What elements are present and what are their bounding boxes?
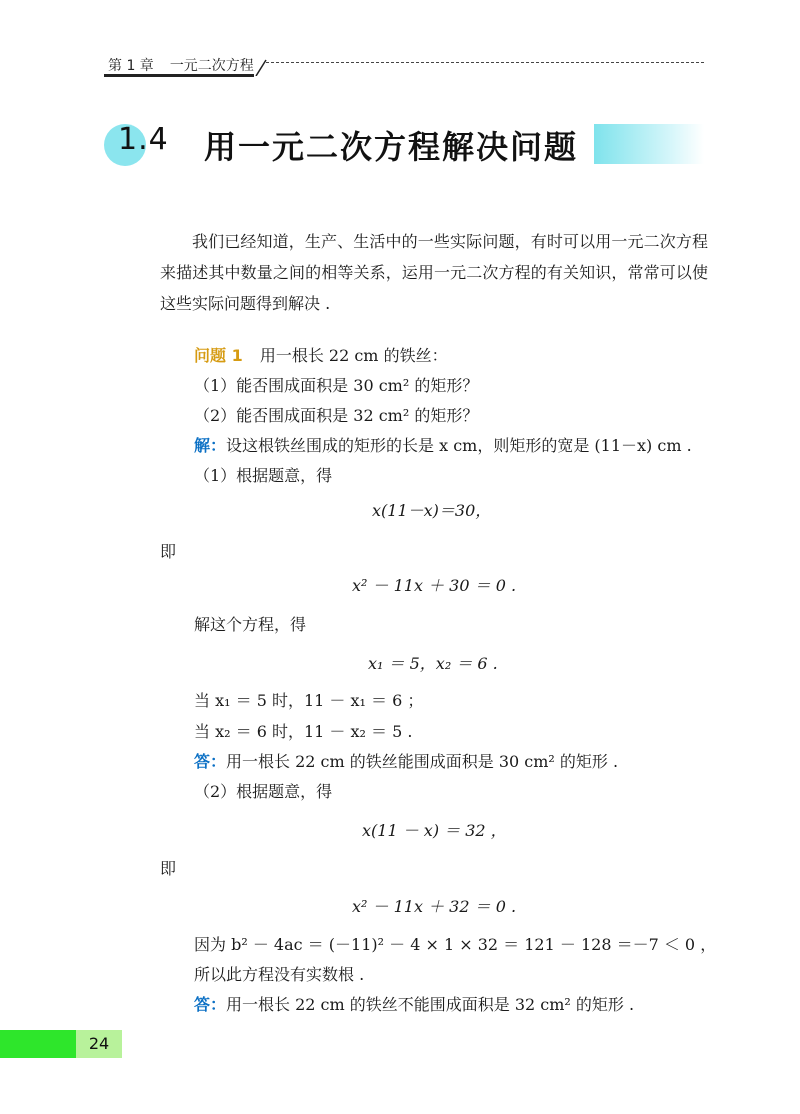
equation-4: x(11 － x) ＝ 32 ， (362, 821, 507, 840)
answer-label-2: 答： (194, 995, 227, 1014)
solve-text: 解这个方程，得 (194, 615, 307, 634)
solution-label: 解： (194, 436, 227, 455)
no-root-line: 所以此方程没有实数根 . (194, 965, 365, 984)
problem-text: 用一根长 22 cm 的铁丝： (259, 346, 448, 365)
answer-1 (194, 749, 618, 772)
equation-1: x(11－x)＝30， (372, 501, 492, 520)
equation-2: x² － 11x ＋ 30 ＝ 0 . (352, 576, 517, 595)
question-1: （1）能否围成面积是 30 cm² 的矩形？ (194, 376, 479, 395)
ji-2: 即 (160, 859, 177, 878)
title-gradient-band (594, 124, 704, 164)
header-dashed-rule (266, 62, 704, 63)
discriminant-line: 因为 b² － 4ac ＝ (－11)² － 4 × 1 × 32 ＝ 121 － 128 ＝－7 ＜ 0 ， (194, 935, 717, 954)
chapter-label (108, 55, 254, 75)
problem-statement (194, 343, 448, 366)
check-2: 当 x₂ ＝ 6 时，11 － x₂ ＝ 5 . (194, 722, 413, 741)
answer-2 (194, 992, 634, 1015)
section-title-text: 用一元二次方程解决问题 (204, 128, 579, 166)
intro-paragraph: 我们已经知道，生产、生活中的一些实际问题，有时可以用一元二次方程来描述其中数量之间的相等关系，运用一元二次方程的有关知识，常常可以使这些实际问题得到解决 . (160, 232, 708, 313)
part1-intro: （1）根据题意，得 (194, 466, 333, 485)
answer-label-1: 答： (194, 752, 227, 771)
equation-3: x₁ ＝ 5，x₂ ＝ 6 . (368, 654, 498, 673)
header-slash-decoration (254, 56, 268, 76)
section-number (118, 122, 169, 157)
section-number-major: 1 (118, 122, 139, 157)
problem-label: 问题 1 (194, 346, 243, 365)
chapter-number: 第 1 章 (108, 58, 154, 74)
equation-5: x² － 11x ＋ 32 ＝ 0 . (352, 897, 517, 916)
ji-1: 即 (160, 542, 177, 561)
header-rule (104, 74, 254, 77)
chapter-title: 一元二次方程 (169, 58, 254, 74)
answer-2-text: 用一根长 22 cm 的铁丝不能围成面积是 32 cm² 的矩形 . (226, 995, 635, 1014)
solution-setup-text: 设这根铁丝围成的矩形的长是 x cm，则矩形的宽是 (11－x) cm . (226, 436, 692, 455)
section-number-minor: .4 (138, 122, 169, 157)
section-title (104, 122, 704, 170)
page-number-box (76, 1030, 122, 1058)
solution-setup (194, 433, 692, 456)
answer-1-text: 用一根长 22 cm 的铁丝能围成面积是 30 cm² 的矩形 . (226, 752, 619, 771)
question-2: （2）能否围成面积是 32 cm² 的矩形？ (194, 406, 479, 425)
page-number-bar (0, 1030, 76, 1058)
check-1: 当 x₁ ＝ 5 时，11 － x₁ ＝ 6 ； (194, 691, 424, 710)
running-header (104, 50, 704, 78)
part2-intro: （2）根据题意，得 (194, 782, 333, 801)
page-number: 24 (88, 1034, 110, 1053)
